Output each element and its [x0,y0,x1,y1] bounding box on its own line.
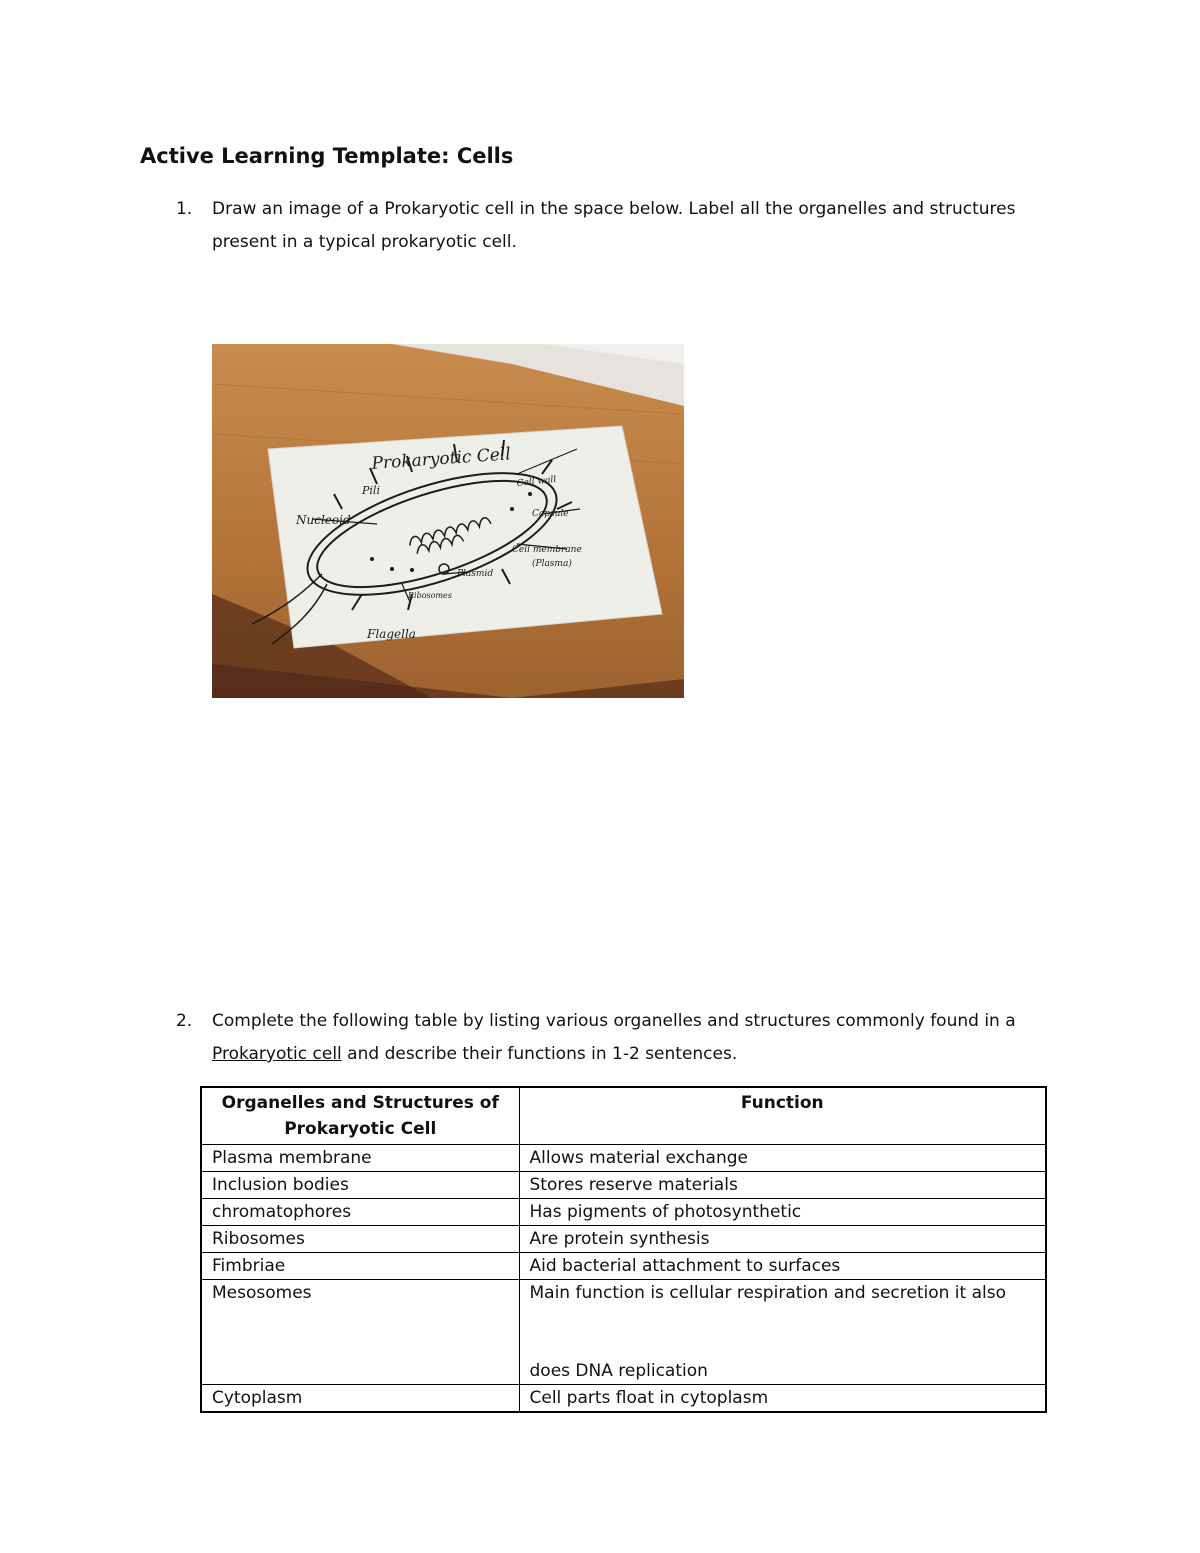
question-text: Complete the following table by listing various organelles and structures commonly found in a Prokaryotic cell and describe their functions in 1-2 sentences. [212,1011,1016,1064]
organelle-name: Cytoplasm [201,1385,519,1413]
question-number: 1. [176,199,193,219]
organelle-function: Main function is cellular respiration and secretion it also does DNA replication [519,1280,1046,1385]
organelle-function: Has pigments of photosynthetic [519,1199,1046,1226]
organelle-function: Are protein synthesis [519,1226,1046,1253]
label-pili: Pili [362,484,380,497]
drawing-title: Prokaryotic Cell [370,444,512,474]
organelle-name: Inclusion bodies [201,1172,519,1199]
organelle-name: Fimbriae [201,1253,519,1280]
label-flagella: Flagella [367,627,416,641]
question-2 [176,1005,1056,1071]
organelle-function: Allows material exchange [519,1145,1046,1172]
question-text: Draw an image of a Prokaryotic cell in the space below. Label all the organelles and structures present in a typical prokaryotic cell. [212,199,1016,252]
organelle-function: Cell parts float in cytoplasm [519,1385,1046,1413]
organelle-name: Ribosomes [201,1226,519,1253]
underlined-term: Prokaryotic cell [212,1044,342,1064]
organelle-function: Aid bacterial attachment to surfaces [519,1253,1046,1280]
label-ribosomes: Ribosomes [408,591,452,600]
header-organelles: Organelles and Structures of Prokaryotic Cell [201,1087,519,1145]
label-cell-membrane: Cell membrane [512,545,582,555]
label-plasmid: Plasmid [457,569,494,579]
question-1 [176,193,1056,259]
organelle-name: chromatophores [201,1199,519,1226]
table-row [201,1280,1046,1385]
label-nucleoid: Nucleoid [296,513,351,527]
header-function: Function [519,1087,1046,1145]
question-number: 2. [176,1011,193,1031]
table-row [201,1226,1046,1253]
table-row [201,1199,1046,1226]
page-title: Active Learning Template: Cells [140,144,514,168]
table-row [201,1253,1046,1280]
organelles-table [200,1086,1047,1413]
label-cell-wall: Cell wall [516,474,557,489]
table-row [201,1145,1046,1172]
organelle-name: Plasma membrane [201,1145,519,1172]
label-plasma: (Plasma) [532,559,572,569]
label-capsule: Capsule [532,509,569,519]
organelle-function: Stores reserve materials [519,1172,1046,1199]
table-header-row [201,1087,1046,1145]
drawing-svg [212,344,684,698]
table-row [201,1385,1046,1413]
table-row [201,1172,1046,1199]
organelle-name: Mesosomes [201,1280,519,1385]
prokaryotic-cell-drawing-photo [212,344,684,698]
